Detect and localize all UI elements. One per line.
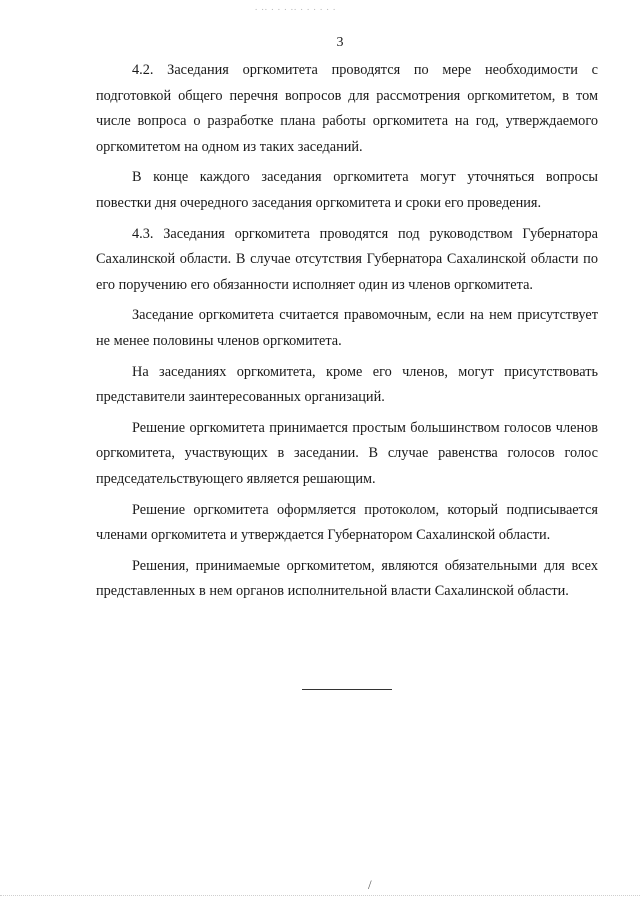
- paragraph-4-2: 4.2. Заседания оргкомитета проводятся по мере необходимости с подготовкой общего перечня вопросов для рассмотрения оргкомитетом, в том числе вопроса о разработке плана работы оргкомитета на год, утверждаемого оргкомитетом на одном из таких заседаний.: [96, 62, 598, 155]
- page-number: 3: [336, 35, 344, 50]
- paragraph-protocol: Решение оргкомитета оформляется протоколом, который подписывается членами оргкомитета и утверждается Губернатором Сахалинской области.: [96, 501, 598, 544]
- scan-artifact: . .. . . . .. . . . . . .: [255, 2, 337, 12]
- end-rule: [302, 689, 392, 690]
- paragraph-quorum: Заседание оргкомитета считается правомочным, если на нем присутствует не менее половины членов оргкомитета.: [96, 307, 598, 349]
- paragraph-agenda: В конце каждого заседания оргкомитета могут уточняться вопросы повестки дня очередного заседания оргкомитета и сроки его проведения.: [96, 169, 598, 211]
- paragraph-attendees: На заседаниях оргкомитета, кроме его членов, могут присутствовать представители заинтересованных организаций.: [96, 363, 598, 406]
- scan-mark: /: [368, 877, 372, 892]
- body-text: [96, 58, 598, 610]
- paragraph-4-3: 4.3. Заседания оргкомитета проводятся под руководством Губернатора Сахалинской области. В случае отсутствия Губернатора Сахалинской области по его поручению его обязанности исполняет один из членов оргкомитета.: [96, 225, 598, 293]
- paragraph-binding: Решения, принимаемые оргкомитетом, являются обязательными для всех представленных в нем органов исполнительной власти Сахалинской области.: [96, 557, 598, 600]
- scan-artifact-bottom: [0, 895, 640, 902]
- paragraph-voting: Решение оргкомитета принимается простым большинством голосов членов оргкомитета, участвующих в заседании. В случае равенства голосов голос председательствующего является решающим.: [96, 419, 598, 487]
